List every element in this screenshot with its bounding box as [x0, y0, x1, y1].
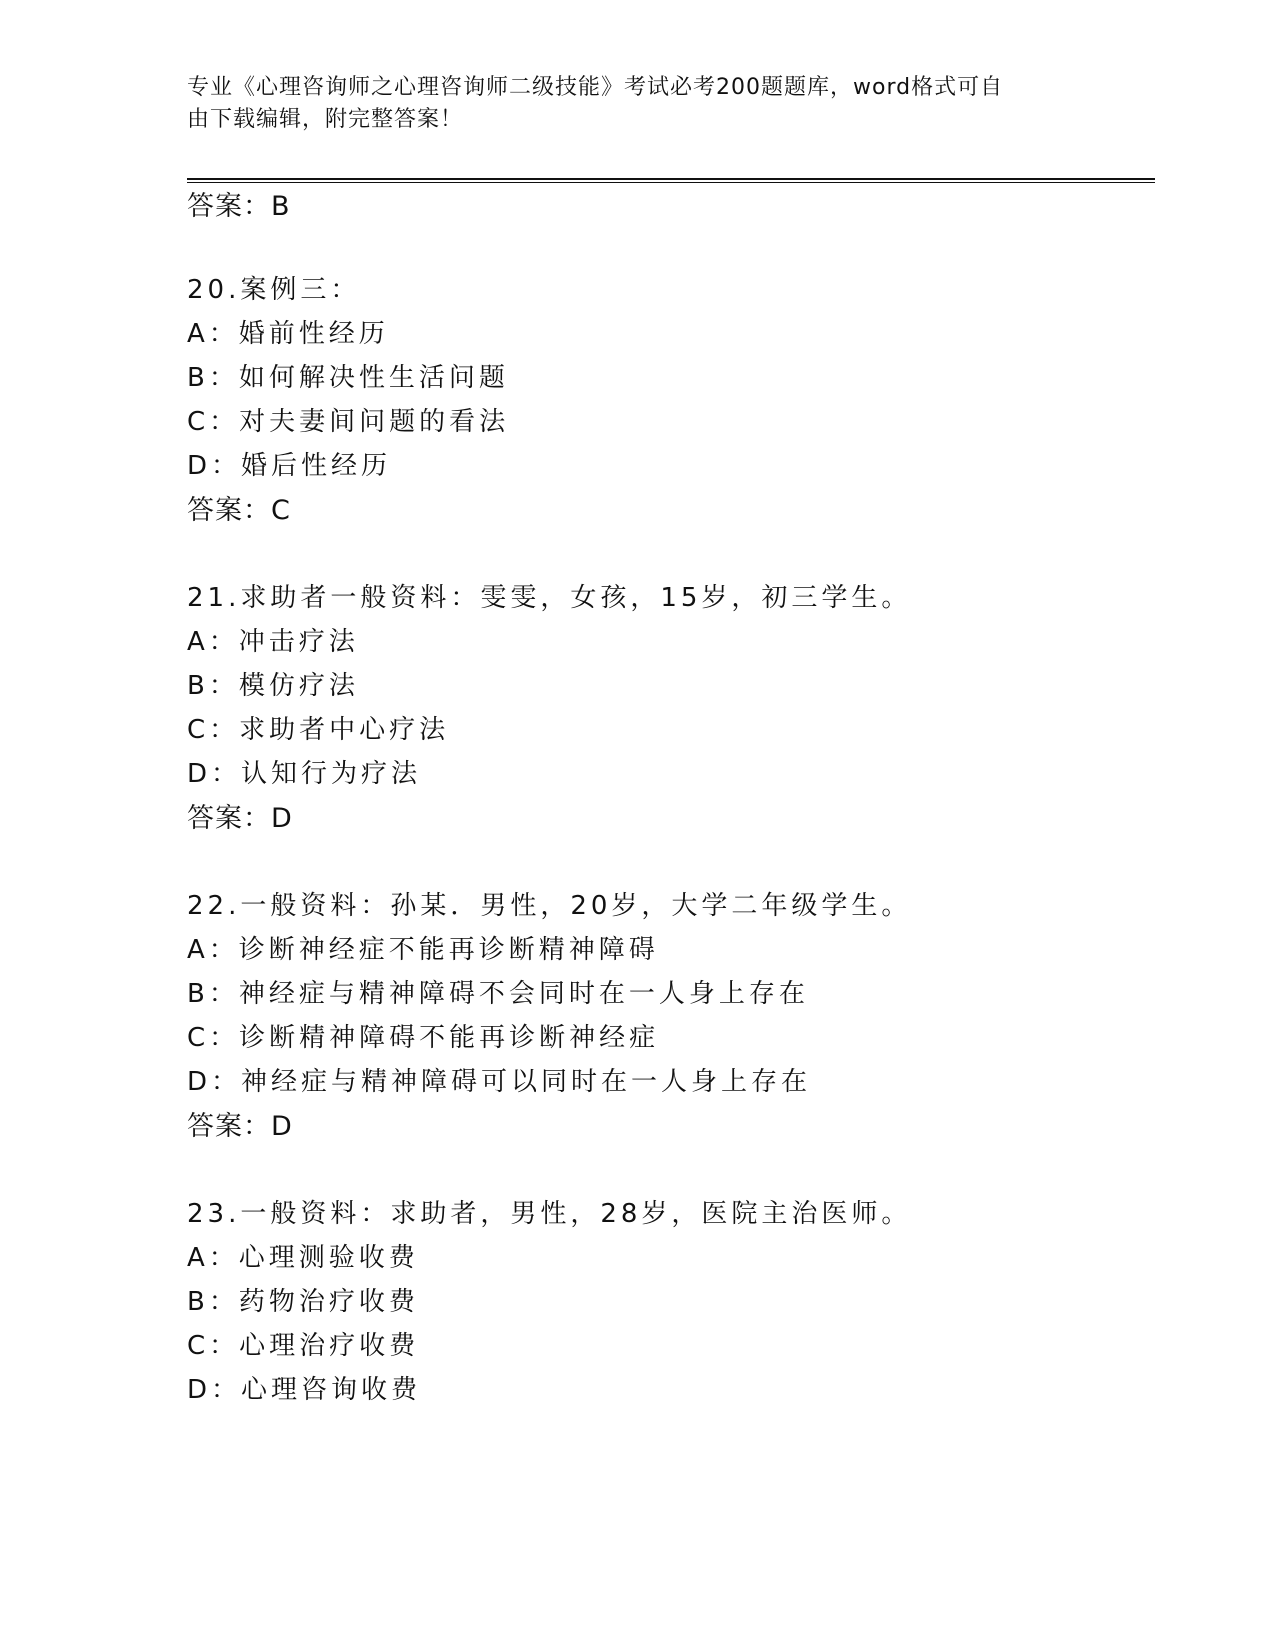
answer-line: 答案：D: [187, 803, 293, 834]
header-line-2: 由下载编辑，附完整答案！: [187, 107, 464, 132]
option-d: D：婚后性经历: [187, 451, 392, 481]
option-b: B：神经症与精神障碍不会同时在一人身上存在: [187, 979, 809, 1009]
option-c: C：对夫妻间问题的看法: [187, 407, 510, 437]
option-b: B：药物治疗收费: [187, 1287, 419, 1317]
answer-line: 答案：B: [187, 191, 291, 222]
answer-line: 答案：D: [187, 1111, 293, 1142]
option-c: C：诊断精神障碍不能再诊断神经症: [187, 1023, 660, 1053]
option-a: A：冲击疗法: [187, 627, 359, 657]
option-a: A：诊断神经症不能再诊断精神障碍: [187, 935, 659, 965]
option-d: D：心理咨询收费: [187, 1375, 422, 1405]
header-line-1: 专业《心理咨询师之心理咨询师二级技能》考试必考200题题库，word格式可自: [187, 75, 1004, 100]
option-c: C：心理治疗收费: [187, 1331, 420, 1361]
option-d: D：神经症与精神障碍可以同时在一人身上存在: [187, 1067, 812, 1097]
option-b: B：模仿疗法: [187, 671, 359, 701]
option-d: D：认知行为疗法: [187, 759, 422, 789]
option-b: B：如何解决性生活问题: [187, 363, 509, 393]
document-header: [187, 72, 1067, 136]
option-c: C：求助者中心疗法: [187, 715, 450, 745]
question-stem: 23.一般资料：求助者，男性，28岁，医院主治医师。: [187, 1199, 912, 1229]
option-a: A：心理测验收费: [187, 1243, 419, 1273]
question-stem: 20.案例三：: [187, 275, 361, 305]
question-stem: 22.一般资料：孙某．男性，20岁，大学二年级学生。: [187, 891, 912, 921]
option-a: A：婚前性经历: [187, 319, 389, 349]
header-divider: [187, 178, 1155, 183]
question-stem: 21.求助者一般资料：雯雯，女孩，15岁，初三学生。: [187, 583, 912, 613]
answer-line: 答案：C: [187, 495, 291, 526]
